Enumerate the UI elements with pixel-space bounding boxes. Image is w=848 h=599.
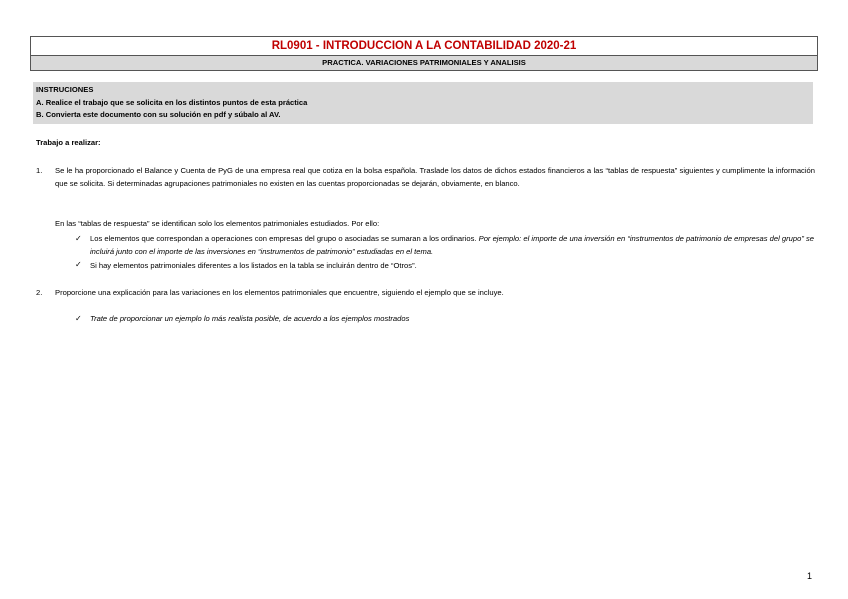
document-title: RL0901 - INTRODUCCION A LA CONTABILIDAD 2020-21 xyxy=(31,37,817,56)
item-2-subpoint-1: Trate de proporcionar un ejemplo lo más realista posible, de acuerdo a los ejemplos mostrados xyxy=(90,314,410,323)
work-heading: Trabajo a realizar: xyxy=(36,138,101,147)
subpoint-1-text: Los elementos que correspondan a operaciones con empresas del grupo o asociadas se sumaran a los ordinarios. xyxy=(90,234,479,243)
document-header xyxy=(30,36,818,71)
checkmark-icon: ✓ xyxy=(75,314,82,323)
instructions-heading: INSTRUCIONES xyxy=(36,85,94,94)
item-1-number: 1. xyxy=(36,166,43,175)
item-2-number: 2. xyxy=(36,288,43,297)
subpoint-1-example: Por ejemplo: el importe de una inversión en “instrumentos de patrimonio de empresas del grupo” se incluirá junto con el importe de las inversiones en “instrumentos de patrimonio” estudiadas en el tema. xyxy=(90,234,814,256)
item-1-text: Se le ha proporcionado el Balance y Cuenta de PyG de una empresa real que cotiza en la bolsa española. Traslade los datos de dichos estados financieros a las “tablas de respuesta” siguientes y cumplimente la información que se solicita. Si determinadas agrupaciones patrimoniales no existen en las cuentas proporcionadas se dejarán, obviamente, en blanco. xyxy=(55,166,815,188)
page-number: 1 xyxy=(806,571,812,581)
instruction-b: B. Convierta este documento con su solución en pdf y súbalo al AV. xyxy=(36,110,281,119)
document-subtitle: PRACTICA. VARIACIONES PATRIMONIALES Y ANALISIS xyxy=(31,56,817,70)
item-1-subpoint-1 xyxy=(90,233,814,258)
instruction-a: A. Realice el trabajo que se solicita en los distintos puntos de esta práctica xyxy=(36,97,308,107)
instructions-box xyxy=(33,82,813,124)
checkmark-icon: ✓ xyxy=(75,260,82,269)
item-1-subpoint-2: Si hay elementos patrimoniales diferentes a los listados en la tabla se incluirán dentro de “Otros”. xyxy=(90,261,417,270)
item-1-intro: En las “tablas de respuesta” se identifican solo los elementos patrimoniales estudiados. Por ello: xyxy=(55,219,380,228)
checkmark-icon: ✓ xyxy=(75,234,82,243)
item-2-text: Proporcione una explicación para las variaciones en los elementos patrimoniales que encuentre, siguiendo el ejemplo que se incluye. xyxy=(55,288,504,297)
